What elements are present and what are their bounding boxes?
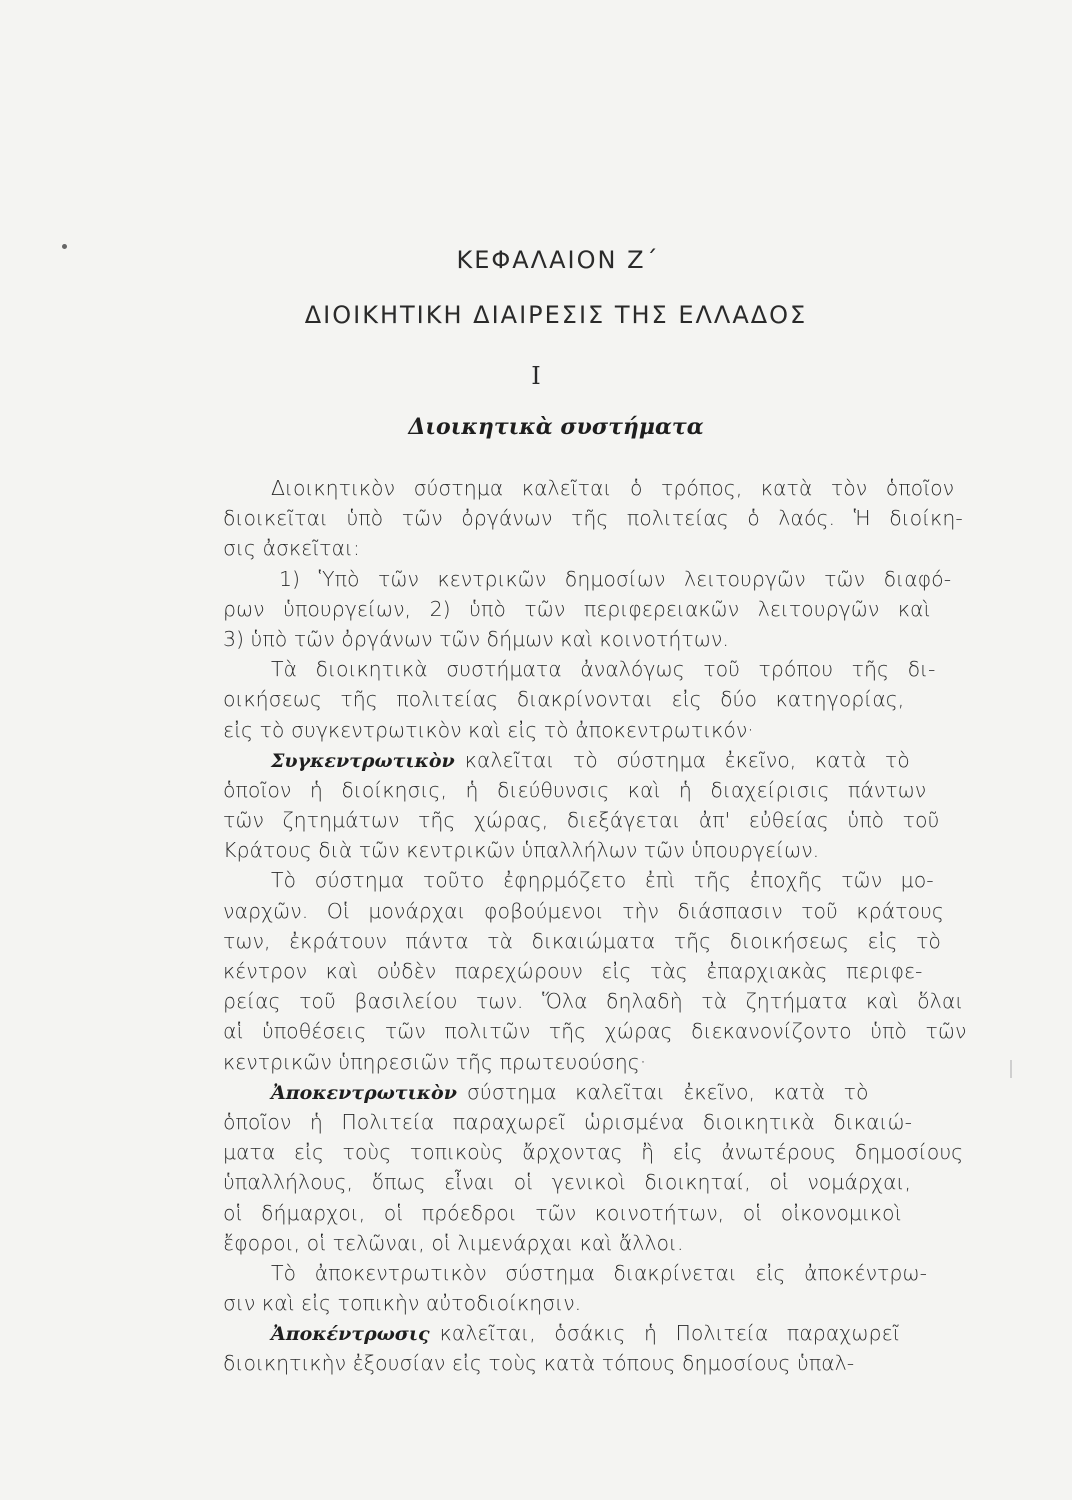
line-text: ὁποῖον ἡ διοίκησις, ἡ διεύθυνσις καὶ ἡ διαχείρισις πάντων [223, 777, 927, 802]
line-text: Τὸ σύστημα τοῦτο ἐφηρμόζετο ἐπὶ τῆς ἐποχῆς τῶν μο- [271, 868, 934, 893]
line-text: σύστημα καλεῖται ἐκεῖνο, κατὰ τὸ [466, 1079, 869, 1104]
text-line [223, 1016, 1023, 1046]
chapter-label: ΚΕΦΑΛΑΙΟΝ Ζ΄ [456, 246, 660, 274]
text-line [223, 1348, 1023, 1378]
text-line [223, 1107, 1023, 1137]
line-text: ρείας τοῦ βασιλείου των. Ὅλα δηλαδὴ τὰ ζητήματα καὶ ὅλαι [223, 989, 964, 1014]
line-text: εἰς τὸ συγκεντρωτικὸν καὶ εἰς τὸ ἀποκεντρωτικόν· [223, 717, 754, 742]
text-line [223, 1077, 1023, 1107]
line-text: 1) Ὑπὸ τῶν κεντρικῶν δημοσίων λειτουργῶν τῶν διαφό- [279, 566, 952, 591]
line-text: διοικεῖται ὑπὸ τῶν ὀργάνων τῆς πολιτείας ὁ λαός. Ἡ διοίκη- [223, 506, 963, 531]
text-line [223, 1258, 1023, 1288]
text-line [223, 503, 1023, 533]
section-number: I [531, 362, 541, 390]
line-text: ἔφοροι, οἱ τελῶναι, οἱ λιμενάρχαι καὶ ἄλλοι. [223, 1230, 684, 1255]
text-line [223, 624, 1023, 654]
text-line [223, 896, 1023, 926]
defined-term: Συγκεντρωτικὸν [271, 749, 455, 772]
text-line [223, 1167, 1023, 1197]
text-line [223, 1228, 1023, 1258]
text-line [223, 684, 1023, 714]
line-text: 3) ὑπὸ τῶν ὀργάνων τῶν δήμων καὶ κοινοτήτων. [223, 626, 729, 651]
line-text: κεντρικῶν ὑπηρεσιῶν τῆς πρωτευούσης· [223, 1049, 647, 1074]
text-line [223, 1318, 1023, 1348]
text-line [223, 533, 1023, 563]
text-line [223, 1137, 1023, 1167]
text-line [223, 715, 1023, 745]
text-line [223, 775, 1023, 805]
line-text: Κράτους διὰ τῶν κεντρικῶν ὑπαλλήλων τῶν ὑπουργείων. [223, 838, 820, 863]
chapter-title: ΔΙΟΙΚΗΤΙΚΗ ΔΙΑΙΡΕΣΙΣ ΤΗΣ ΕΛΛΑΔΟΣ [304, 301, 808, 329]
line-text: καλεῖται τὸ σύστημα ἐκεῖνο, κατὰ τὸ [464, 747, 910, 772]
text-line [223, 926, 1023, 956]
line-text: Διοικητικὸν σύστημα καλεῖται ὁ τρόπος, κατὰ τὸν ὁποῖον [271, 476, 955, 500]
line-text: των, ἐκράτουν πάντα τὰ δικαιώματα τῆς διοικήσεως εἰς τὸ [223, 928, 941, 953]
defined-term: Ἀποκεντρωτικὸν [271, 1081, 457, 1104]
text-line [223, 1047, 1023, 1077]
text-line [223, 805, 1023, 835]
line-text: ματα εἰς τοὺς τοπικοὺς ἄρχοντας ἢ εἰς ἀνωτέρους δημοσίους [223, 1140, 964, 1165]
text-line [223, 745, 1023, 775]
text-line [223, 1198, 1023, 1228]
line-text: ὁποῖον ἡ Πολιτεία παραχωρεῖ ὡρισμένα διοικητικὰ δικαιώ- [223, 1109, 913, 1134]
line-text: ναρχῶν. Οἱ μονάρχαι φοβούμενοι τὴν διάσπασιν τοῦ κράτους [223, 898, 944, 923]
text-line [223, 956, 1023, 986]
line-text: οἱ δήμαρχοι, οἱ πρόεδροι τῶν κοινοτήτων, οἱ οἰκονομικοὶ [223, 1200, 902, 1225]
line-text: καλεῖται, ὁσάκις ἡ Πολιτεία παραχωρεῖ [439, 1321, 900, 1346]
line-text: αἱ ὑποθέσεις τῶν πολιτῶν τῆς χώρας διεκανονίζοντο ὑπὸ τῶν [223, 1019, 967, 1044]
text-line [223, 473, 1023, 503]
line-text: Τὰ διοικητικὰ συστήματα ἀναλόγως τοῦ τρόπου τῆς δι- [271, 657, 936, 682]
line-text: οικήσεως τῆς πολιτείας διακρίνονται εἰς δύο κατηγορίας, [223, 687, 905, 712]
body-text [223, 473, 1023, 1379]
text-line [223, 594, 1023, 624]
text-line [223, 654, 1023, 684]
line-text: σις ἀσκεῖται: [223, 536, 360, 561]
defined-term: Ἀποκέντρωσις [271, 1323, 430, 1346]
line-text: κέντρον καὶ οὐδὲν παρεχώρουν εἰς τὰς ἐπαρχιακὰς περιφε- [223, 959, 923, 983]
text-line [223, 835, 1023, 865]
line-text: Τὸ ἀποκεντρωτικὸν σύστημα διακρίνεται εἰς ἀποκέντρω- [271, 1260, 927, 1285]
line-text: ρων ὑπουργείων, 2) ὑπὸ τῶν περιφερειακῶν λειτουργῶν καὶ [223, 596, 931, 621]
section-heading: Διοικητικὰ συστήματα [408, 414, 704, 440]
line-text: ὑπαλλήλους, ὅπως εἶναι οἱ γενικοὶ διοικηταί, οἱ νομάρχαι, [223, 1170, 911, 1195]
line-text: σιν καὶ εἰς τοπικὴν αὐτοδιοίκησιν. [223, 1291, 582, 1316]
text-line [223, 564, 1023, 594]
text-line [223, 1288, 1023, 1318]
line-text: τῶν ζητημάτων τῆς χώρας, διεξάγεται ἀπ' εὐθείας ὑπὸ τοῦ [223, 808, 940, 833]
text-line [223, 865, 1023, 895]
line-text: διοικητικὴν ἐξουσίαν εἰς τοὺς κατὰ τόπους δημοσίους ὑπαλ- [223, 1351, 855, 1376]
text-line [223, 986, 1023, 1016]
